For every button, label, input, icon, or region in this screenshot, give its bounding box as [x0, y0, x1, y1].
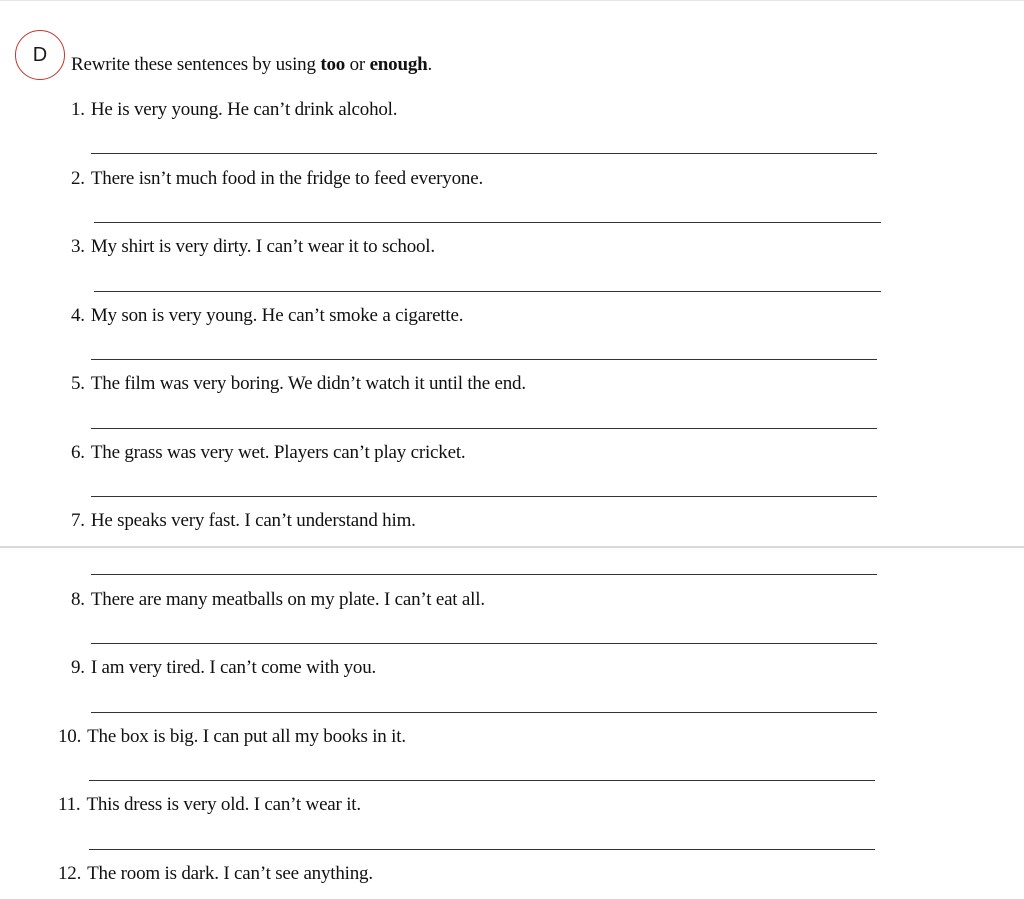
instruction-suffix: . — [427, 54, 433, 75]
question-number: 11. — [58, 794, 81, 815]
answer-line[interactable] — [91, 359, 877, 360]
answer-line[interactable] — [91, 153, 877, 154]
answer-line[interactable] — [89, 849, 875, 850]
question-item — [71, 305, 463, 327]
question-item — [71, 657, 376, 679]
question-item — [58, 794, 361, 816]
question-text: The box is big. I can put all my books in it. — [87, 726, 406, 747]
exercise-instruction — [71, 54, 432, 76]
answer-line[interactable] — [91, 496, 877, 497]
question-number: 9. — [71, 657, 85, 678]
question-item — [58, 726, 406, 748]
answer-line[interactable] — [94, 222, 881, 223]
question-item — [71, 589, 485, 611]
question-text: There are many meatballs on my plate. I can’t eat all. — [90, 589, 485, 610]
question-item — [71, 373, 526, 395]
question-item — [71, 442, 465, 464]
question-text: He is very young. He can’t drink alcohol. — [90, 99, 398, 120]
instruction-word-too: too — [320, 54, 346, 75]
question-item — [71, 168, 483, 190]
question-number: 2. — [71, 168, 85, 189]
answer-line[interactable] — [89, 780, 875, 781]
question-text: My son is very young. He can’t smoke a cigarette. — [90, 305, 464, 326]
question-text: My shirt is very dirty. I can’t wear it to school. — [90, 236, 435, 257]
question-number: 8. — [71, 589, 85, 610]
answer-line[interactable] — [91, 712, 877, 713]
question-number: 10. — [58, 726, 82, 747]
answer-line[interactable] — [91, 574, 877, 575]
question-text: This dress is very old. I can’t wear it. — [86, 794, 361, 815]
answer-line[interactable] — [91, 643, 877, 644]
question-text: He speaks very fast. I can’t understand him. — [90, 510, 416, 531]
section-badge — [15, 30, 65, 80]
page-break-divider — [0, 546, 1024, 548]
question-number: 6. — [71, 442, 85, 463]
question-item — [71, 236, 435, 258]
question-text: I am very tired. I can’t come with you. — [90, 657, 377, 678]
question-number: 1. — [71, 99, 85, 120]
instruction-prefix: Rewrite these sentences by using — [71, 54, 321, 75]
instruction-middle: or — [345, 54, 370, 75]
question-number: 5. — [71, 373, 85, 394]
question-text: There isn’t much food in the fridge to feed everyone. — [90, 168, 483, 189]
question-number: 12. — [58, 863, 82, 884]
question-number: 7. — [71, 510, 85, 531]
page-top-edge — [0, 0, 1024, 1]
section-badge-label: D — [32, 43, 48, 66]
question-number: 4. — [71, 305, 85, 326]
question-number: 3. — [71, 236, 85, 257]
question-item — [71, 99, 397, 121]
question-item — [71, 510, 416, 532]
question-item — [58, 863, 373, 885]
question-text: The room is dark. I can’t see anything. — [87, 863, 373, 884]
answer-line[interactable] — [94, 291, 881, 292]
question-text: The film was very boring. We didn’t watch it until the end. — [90, 373, 526, 394]
question-text: The grass was very wet. Players can’t play cricket. — [90, 442, 466, 463]
answer-line[interactable] — [91, 428, 877, 429]
instruction-word-enough: enough — [369, 54, 428, 75]
